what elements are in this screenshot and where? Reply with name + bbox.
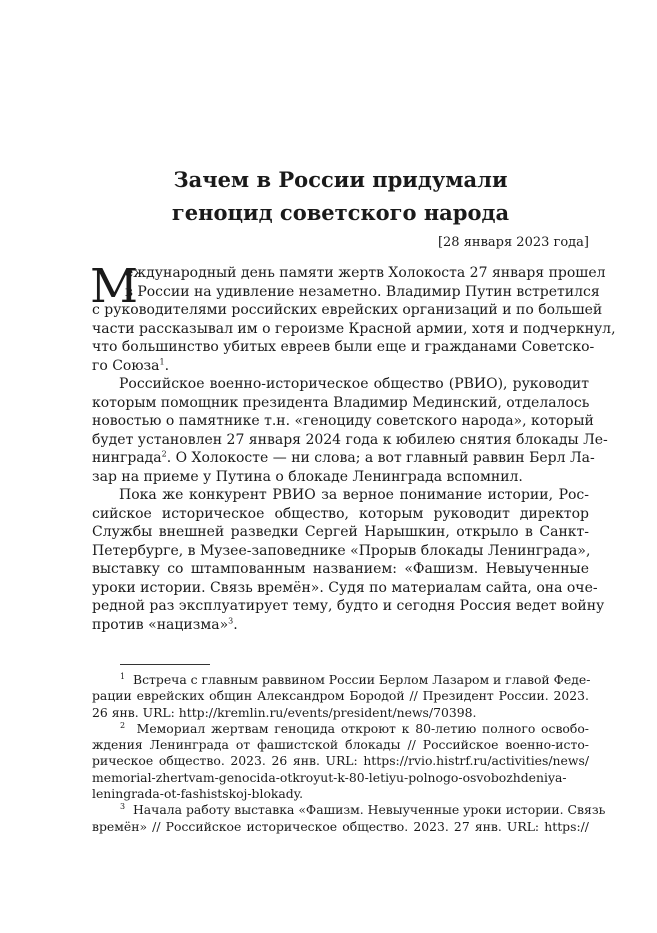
paragraph-2 xyxy=(92,375,608,486)
text-line xyxy=(92,357,589,376)
footnote-ref-3[interactable]: 3 xyxy=(228,615,234,625)
text-line: с руководителями российских еврейских организаций и по большей xyxy=(92,302,603,318)
footnote-ref-1[interactable]: 1 xyxy=(159,356,165,366)
text-line xyxy=(92,449,595,468)
text-line: редной раз эксплуатирует тему, будто и сегодня Россия ведет войну xyxy=(92,598,605,614)
footnote-divider xyxy=(120,664,210,665)
footnote-number: 2 xyxy=(120,720,126,730)
article-date: [28 января 2023 года] xyxy=(437,235,589,250)
text-line: еждународный день памяти жертв Холокоста 27 января прошел xyxy=(125,265,606,281)
footnote-line: времён» // Российское историческое общество. 2023. 27 янв. URL: https:// xyxy=(92,818,589,834)
text-line: выставку со штампованным названием: «Фашизм. Невыученные xyxy=(92,561,589,577)
footnote-2 xyxy=(92,721,589,802)
footnote-link[interactable]: leningrada-ot-fashistskoj-blokady. xyxy=(92,786,304,802)
footnote-ref-2[interactable]: 2 xyxy=(161,449,167,459)
article-body xyxy=(90,259,616,634)
text-line: что большинство убитых евреев были еще и гражданами Советско- xyxy=(92,339,595,355)
text-line xyxy=(92,616,589,635)
text-line: новостью о памятнике т.н. «геноциду советского народа», который xyxy=(92,413,594,429)
text-line: в России на удивление незаметно. Владимир Путин встретился xyxy=(125,283,600,300)
footnote-line: рации еврейских общин Александром Бородой // Президент России. 2023. xyxy=(92,688,589,704)
footnote-line: ждения Ленинграда от фашистской блокады // Российское военно-исто- xyxy=(92,737,589,753)
footnote-number: 1 xyxy=(120,671,126,681)
footnote-3 xyxy=(92,802,606,835)
article-title xyxy=(92,163,589,229)
text-fragment: . О Холокосте — ни слова; а вот главный раввин Берл Ла- xyxy=(166,450,595,466)
footnote-link[interactable]: рическое общество. 2023. 26 янв. URL: https://rvio.histrf.ru/activities/news/ xyxy=(92,753,589,769)
text-line: уроки истории. Связь времён». Судя по материалам сайта, она оче- xyxy=(92,579,598,596)
text-line: Петербурге, в Музее-заповеднике «Прорыв блокады Ленинграда», xyxy=(92,542,591,559)
footnote-line xyxy=(92,672,589,688)
title-line-2: геноцид советского народа xyxy=(171,200,510,225)
text-fragment: нинграда xyxy=(92,450,162,466)
paragraph-3 xyxy=(92,486,605,634)
text-line: будет установлен 27 января 2024 года к юбилею снятия блокады Ле- xyxy=(92,431,608,448)
title-line-1: Зачем в России придумали xyxy=(173,167,508,192)
text-line: Пока же конкурент РВИО за верное понимание истории, Рос- xyxy=(119,487,589,503)
text-fragment: . xyxy=(233,616,238,633)
drop-cap: М xyxy=(90,259,139,314)
text-line: зар на приеме у Путина о блокаде Ленинграда вспомнил. xyxy=(92,468,523,485)
paragraph-1 xyxy=(90,259,616,375)
text-fragment: Начала работу выставка «Фашизм. Невыученные уроки истории. Связь xyxy=(132,802,606,818)
footnote-link[interactable]: 26 янв. URL: http://kremlin.ru/events/president/news/70398. xyxy=(92,704,477,720)
text-line: Службы внешней разведки Сергей Нарышкин, открыло в Санкт- xyxy=(92,524,589,540)
text-fragment: Мемориал жертвам геноцида откроют к 80-летию полного освобо- xyxy=(136,720,589,736)
footnote-number: 3 xyxy=(120,802,126,812)
text-fragment: го Союза xyxy=(92,357,160,374)
text-fragment: Встреча с главным раввином России Берлом Лазаром и главой Феде- xyxy=(132,672,591,687)
text-line: которым помощник президента Владимир Мединский, отделалось xyxy=(92,394,590,411)
text-line: Российское военно-историческое общество (РВИО), руководит xyxy=(119,376,589,392)
text-fragment: . xyxy=(164,357,170,374)
footnote-line xyxy=(92,802,606,818)
text-fragment: против «нацизма» xyxy=(92,616,229,633)
footnote-link[interactable]: memorial-zhertvam-genocida-otkroyut-k-80-letiyu-polnogo-osvobozhdeniya- xyxy=(92,769,567,785)
footnote-1 xyxy=(92,672,589,721)
text-line: части рассказывал им о героизме Красной армии, хотя и подчеркнул, xyxy=(92,320,616,337)
footnote-line xyxy=(92,721,589,737)
footnotes xyxy=(92,671,606,835)
text-line: сийское историческое общество, которым руководит директор xyxy=(92,505,589,522)
